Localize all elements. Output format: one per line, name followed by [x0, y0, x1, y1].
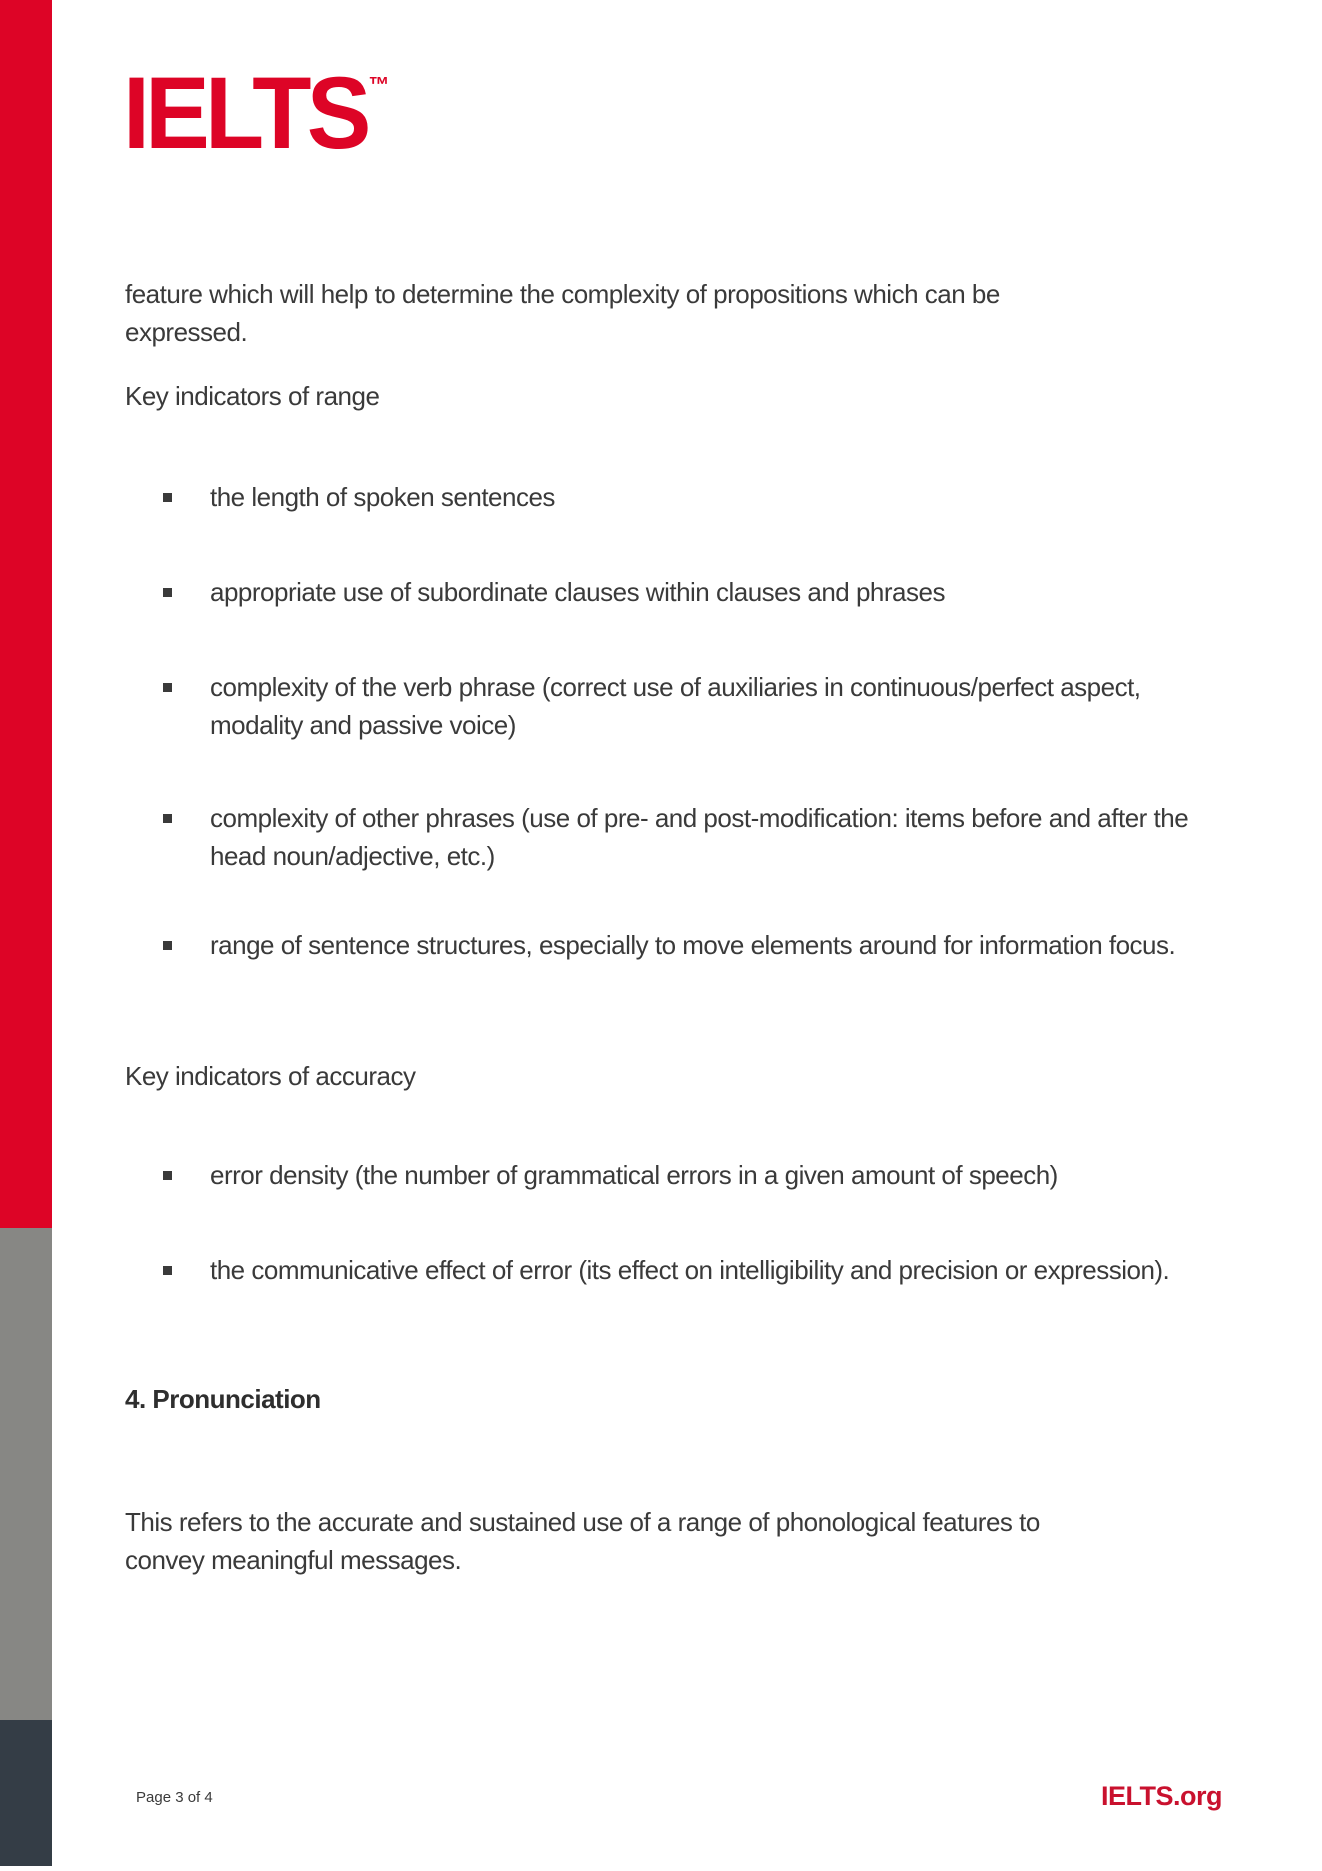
heading-key-indicators-of-accuracy: Key indicators of accuracy	[125, 1061, 416, 1091]
square-bullet-marker	[163, 588, 172, 597]
sidebar-gray-bar	[0, 1228, 52, 1720]
list-item	[125, 1156, 1210, 1194]
page-number-label: Page 3 of 4	[136, 1789, 213, 1806]
list-item	[125, 668, 1210, 744]
list-item	[125, 478, 1210, 516]
list-item-text: the length of spoken sentences	[210, 482, 555, 512]
trademark-symbol: ™	[368, 72, 390, 97]
square-bullet-marker	[163, 493, 172, 502]
list-item-text: complexity of the verb phrase (correct use of auxiliaries in continuous/perfect aspect, modality and passive voice)	[210, 672, 1141, 740]
pronunciation-paragraph: This refers to the accurate and sustained use of a range of phonological features to convey meaningful messages.	[125, 1507, 1040, 1575]
ielts-logo-text: IELTS	[123, 56, 367, 170]
list-item-text: appropriate use of subordinate clauses within clauses and phrases	[210, 577, 945, 607]
ielts-org-link[interactable]: IELTS.org	[1101, 1781, 1222, 1811]
square-bullet-marker	[163, 1171, 172, 1180]
list-item-text: complexity of other phrases (use of pre- and post-modification: items before and after the head noun/adjective, etc.)	[210, 803, 1189, 871]
list-item-text: range of sentence structures, especially to move elements around for information focus.	[210, 930, 1176, 960]
square-bullet-marker	[163, 1266, 172, 1275]
heading-key-indicators-of-range: Key indicators of range	[125, 381, 380, 411]
list-item	[125, 573, 1210, 611]
square-bullet-marker	[163, 941, 172, 950]
square-bullet-marker	[163, 683, 172, 692]
sidebar-dark-bar	[0, 1720, 52, 1866]
square-bullet-marker	[163, 814, 172, 823]
list-item	[125, 926, 1210, 964]
list-item-text: error density (the number of grammatical errors in a given amount of speech)	[210, 1160, 1058, 1190]
list-item	[125, 799, 1210, 875]
list-item-text: the communicative effect of error (its effect on intelligibility and precision or expression).	[210, 1255, 1170, 1285]
sidebar-red-bar	[0, 0, 52, 1228]
heading-pronunciation: 4. Pronunciation	[125, 1384, 321, 1414]
intro-paragraph: feature which will help to determine the complexity of propositions which can be expressed.	[125, 279, 1000, 347]
list-item	[125, 1251, 1210, 1289]
ielts-logo	[123, 56, 390, 170]
